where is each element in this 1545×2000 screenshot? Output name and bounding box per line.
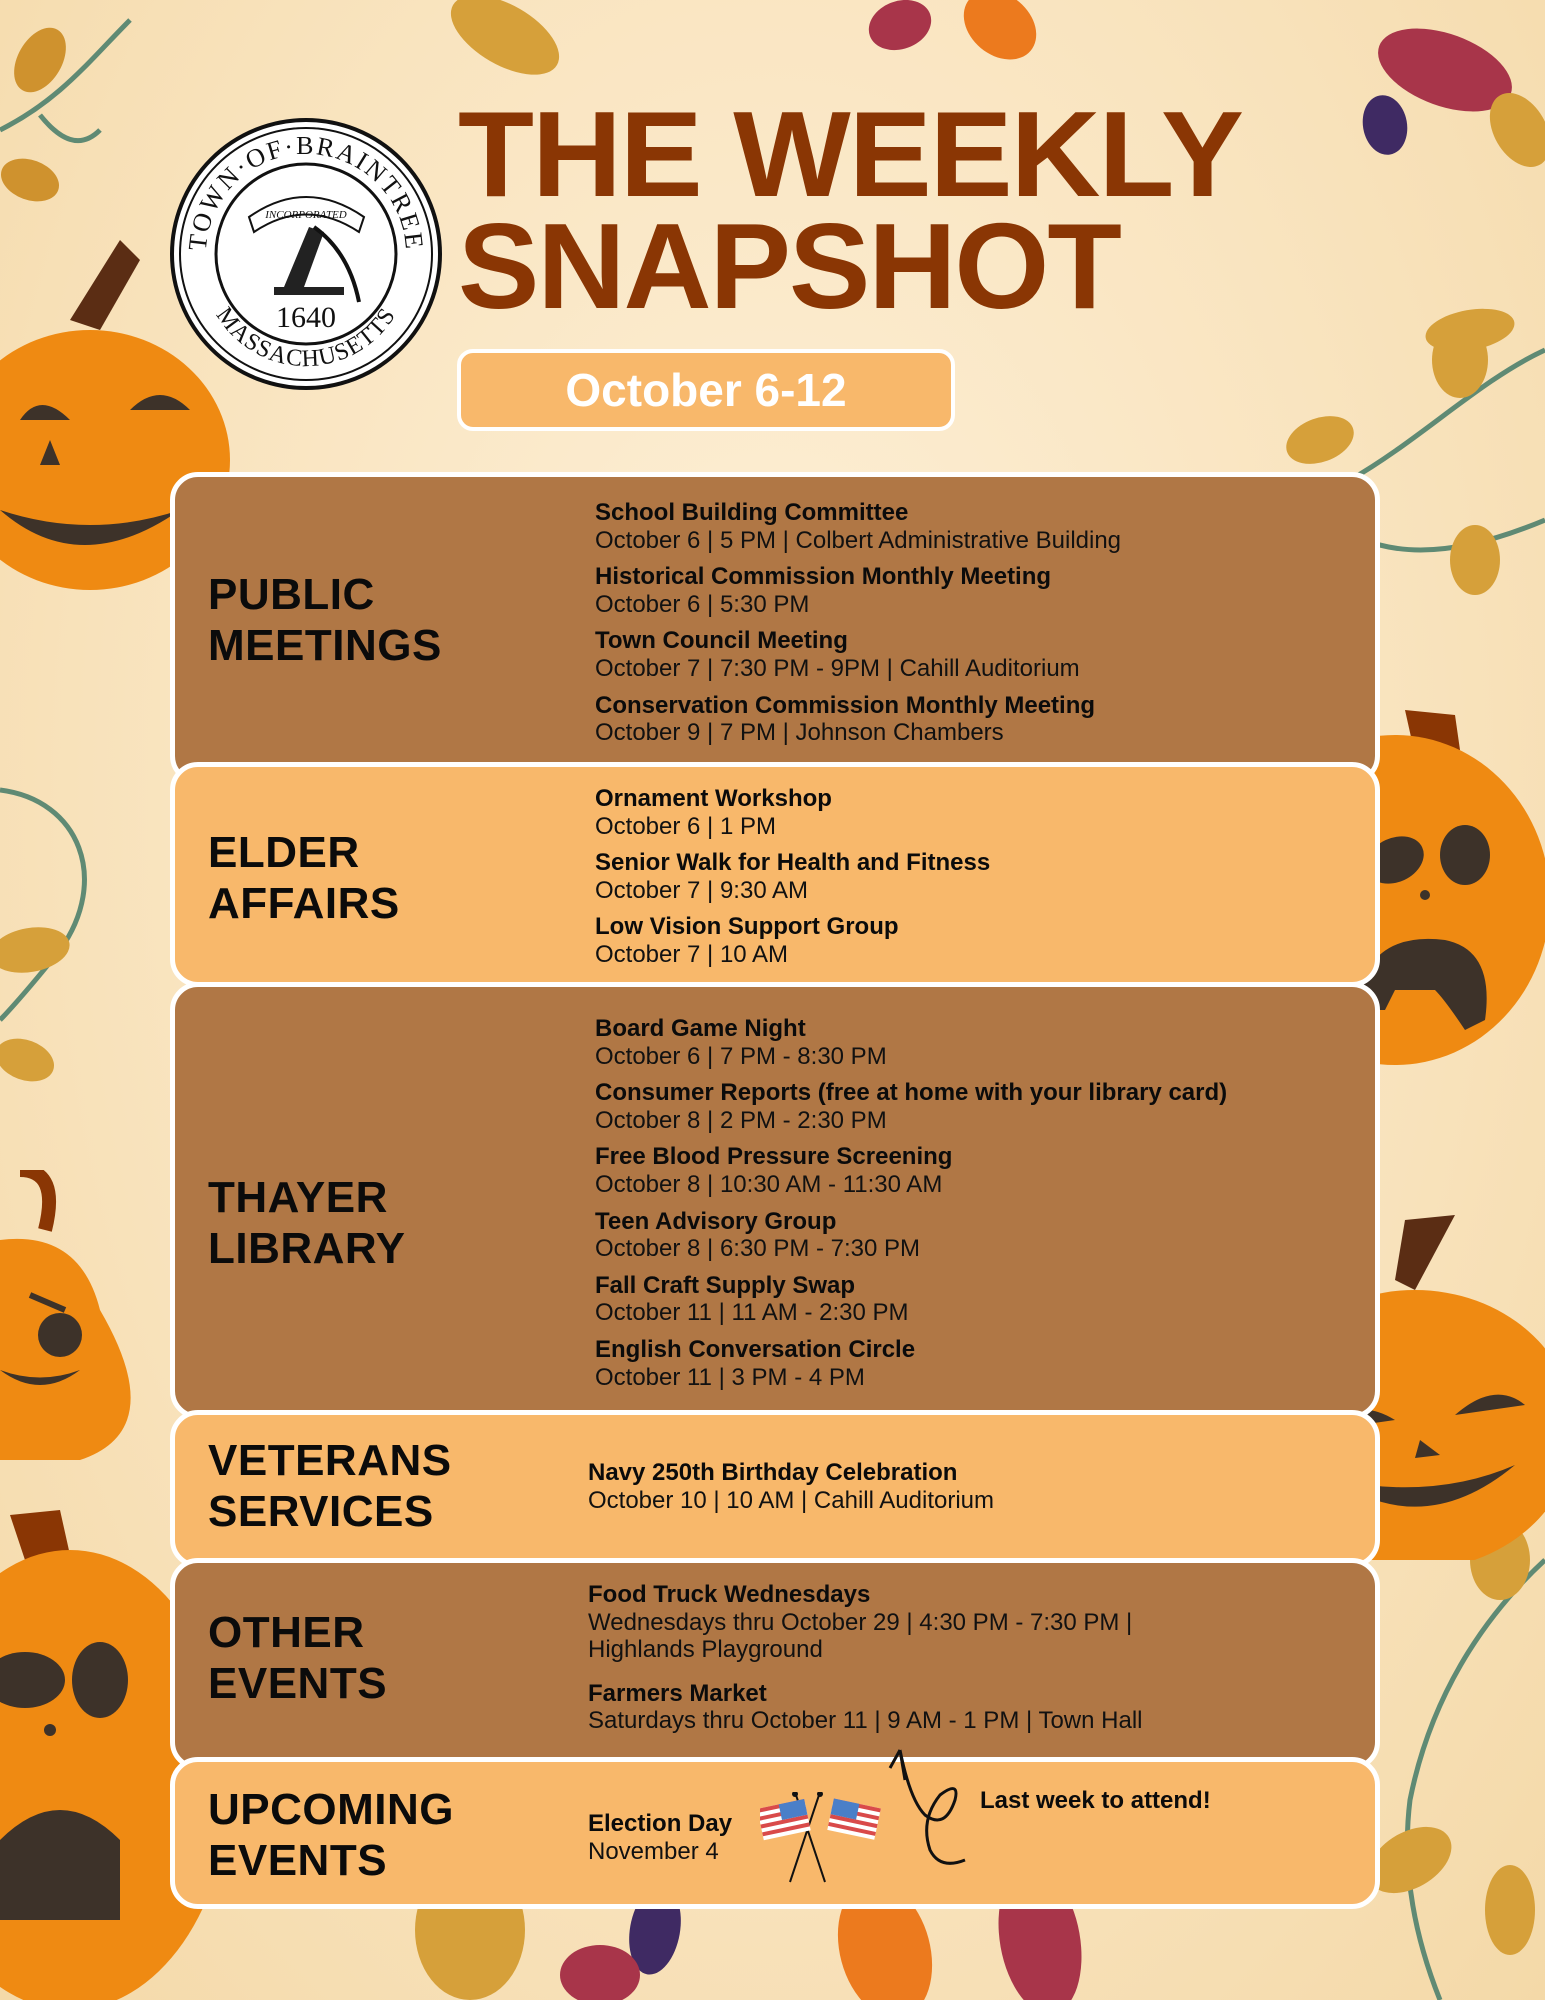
- event-item: [595, 1336, 1227, 1391]
- event-item: [595, 913, 990, 968]
- event-item: [588, 1581, 1142, 1664]
- town-seal-logo: [170, 118, 442, 390]
- section-public-meetings: [170, 472, 1380, 784]
- section-label-line2: MEETINGS: [208, 621, 442, 671]
- event-list: [595, 499, 1121, 756]
- event-detail: October 7 | 9:30 AM: [595, 876, 809, 904]
- event-detail: October 6 | 5 PM | Colbert Administrative Building: [595, 526, 1122, 554]
- event-name: Board Game Night: [595, 1015, 806, 1042]
- seal-bottom-text: MASSACHUSETTS: [210, 302, 402, 373]
- date-range-text: October 6-12: [565, 364, 847, 416]
- section-label: [208, 1435, 452, 1537]
- event-detail: October 6 | 1 PM: [595, 812, 776, 840]
- gourd-face-icon: [0, 1170, 160, 1470]
- seal-top-text: TOWN·OF·BRAINTREE: [182, 130, 430, 252]
- event-item: [595, 499, 1121, 554]
- event-name: Election Day: [588, 1810, 733, 1837]
- event-detail: October 6 | 7 PM - 8:30 PM: [595, 1042, 887, 1070]
- event-item: [595, 692, 1121, 747]
- event-detail: Saturdays thru October 11 | 9 AM - 1 PM | Town Hall: [588, 1707, 1143, 1735]
- event-detail: October 11 | 3 PM - 4 PM: [595, 1363, 865, 1391]
- event-detail: October 7 | 7:30 PM - 9PM | Cahill Auditorium: [595, 654, 1080, 682]
- event-item: [595, 627, 1121, 682]
- section-label-line2: AFFAIRS: [208, 879, 400, 929]
- event-detail: October 8 | 6:30 PM - 7:30 PM: [595, 1235, 921, 1263]
- section-label: [208, 827, 400, 929]
- event-name: Consumer Reports (free at home with your library card): [595, 1079, 1228, 1107]
- last-week-annotation: Last week to attend!: [980, 1787, 1211, 1814]
- event-item: [595, 1272, 1227, 1327]
- section-label-line1: THAYER: [208, 1173, 388, 1222]
- event-name: Teen Advisory Group: [595, 1207, 837, 1235]
- event-detail: November 4: [588, 1837, 719, 1865]
- event-detail: October 9 | 7 PM | Johnson Chambers: [595, 719, 1004, 747]
- title-line-2: SNAPSHOT: [458, 198, 1120, 335]
- section-label-line1: VETERANS: [208, 1436, 452, 1485]
- event-list: [588, 1810, 732, 1874]
- section-label-line1: PUBLIC: [208, 570, 375, 619]
- event-list: [595, 1015, 1227, 1400]
- event-item: [595, 563, 1121, 618]
- event-detail: October 11 | 11 AM - 2:30 PM: [595, 1299, 909, 1327]
- event-list: [595, 785, 990, 978]
- event-detail: October 6 | 5:30 PM: [595, 590, 810, 618]
- section-label-line2: EVENTS: [208, 1836, 388, 1886]
- event-detail: October 8 | 2 PM - 2:30 PM: [595, 1106, 887, 1134]
- event-item: [595, 785, 990, 840]
- event-list: [588, 1581, 1142, 1744]
- section-veterans-services: [170, 1410, 1380, 1568]
- event-detail: October 7 | 10 AM: [595, 940, 788, 968]
- section-label: [208, 1607, 387, 1709]
- crossed-american-flags-icon: [760, 1792, 890, 1887]
- section-upcoming-events: [170, 1757, 1380, 1909]
- section-label-line2: EVENTS: [208, 1659, 388, 1709]
- event-item: [588, 1810, 732, 1865]
- section-label: [208, 1172, 405, 1274]
- event-name: Farmers Market: [588, 1679, 767, 1707]
- event-detail-location: Highlands Playground: [588, 1636, 823, 1664]
- event-name: Navy 250th Birthday Celebration: [588, 1459, 958, 1486]
- section-label-line1: OTHER: [208, 1608, 365, 1657]
- page-title: [458, 86, 1242, 335]
- event-item: [595, 849, 990, 904]
- event-detail: October 8 | 10:30 AM - 11:30 AM: [595, 1170, 943, 1198]
- event-detail: Wednesdays thru October 29 | 4:30 PM - 7:30 PM |: [588, 1608, 1133, 1636]
- event-detail: October 10 | 10 AM | Cahill Auditorium: [588, 1486, 994, 1514]
- event-item: [595, 1015, 1227, 1070]
- section-label-line2: SERVICES: [208, 1487, 434, 1537]
- event-name: Historical Commission Monthly Meeting: [595, 563, 1052, 591]
- title-line-1: THE WEEKLY: [458, 86, 1242, 222]
- date-range-badge: [457, 349, 955, 431]
- event-item: [595, 1208, 1227, 1263]
- section-label-line2: LIBRARY: [208, 1224, 406, 1274]
- section-label: [208, 1784, 454, 1886]
- event-item: [588, 1459, 994, 1514]
- event-name: Low Vision Support Group: [595, 913, 899, 941]
- event-name: Fall Craft Supply Swap: [595, 1271, 856, 1299]
- event-name: School Building Committee: [595, 499, 909, 526]
- event-item: [595, 1079, 1227, 1134]
- seal-year: 1640: [276, 301, 336, 334]
- section-label: [208, 569, 442, 671]
- section-label-line1: UPCOMING: [208, 1785, 454, 1834]
- event-name: Free Blood Pressure Screening: [595, 1143, 953, 1171]
- section-label-line1: ELDER: [208, 828, 360, 877]
- event-name: English Conversation Circle: [595, 1335, 916, 1363]
- seal-banner-text: INCORPORATED: [265, 209, 347, 221]
- event-name: Town Council Meeting: [595, 627, 848, 655]
- event-name: Conservation Commission Monthly Meeting: [595, 691, 1096, 719]
- section-thayer-library: [170, 982, 1380, 1419]
- event-name: Ornament Workshop: [595, 785, 832, 812]
- section-other-events: [170, 1558, 1380, 1770]
- event-item: [588, 1680, 1142, 1735]
- event-name: Food Truck Wednesdays: [588, 1581, 871, 1608]
- event-name: Senior Walk for Health and Fitness: [595, 849, 991, 877]
- event-item: [595, 1143, 1227, 1198]
- event-list: [588, 1459, 994, 1523]
- section-elder-affairs: [170, 762, 1380, 987]
